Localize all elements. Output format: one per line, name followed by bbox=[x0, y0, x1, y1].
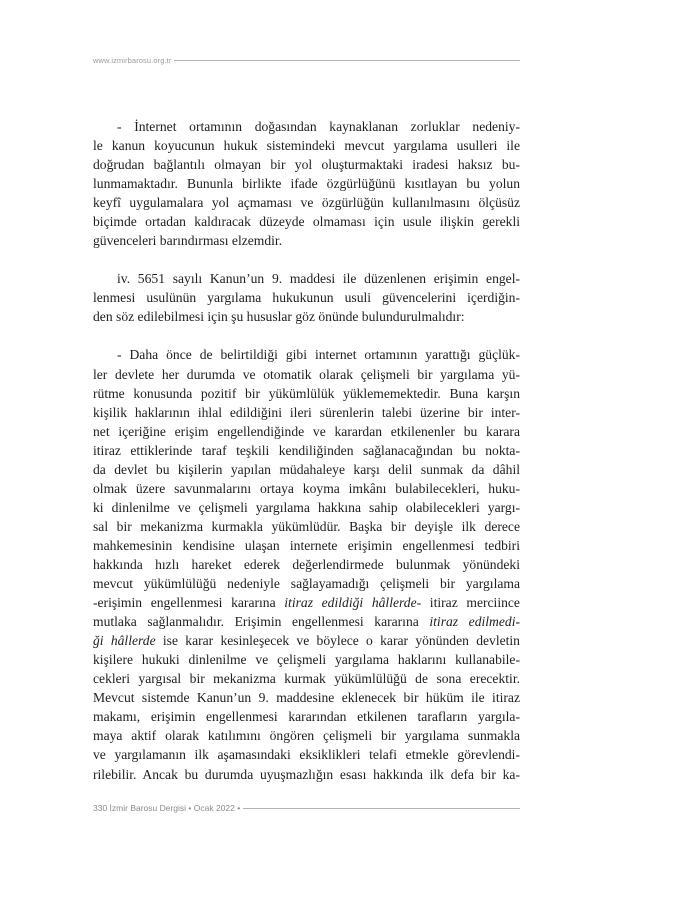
italic-phrase: itiraz edildiği hâllerde bbox=[284, 595, 417, 611]
text-line: itiraz ettiklerinde taraf teşkili kendiliğinden sağlanacağından bu nokta- bbox=[93, 442, 520, 458]
text-line: rilebilir. Ancak bu durumda uyuşmazlığın esası hakkında ilk defa bir ka- bbox=[93, 766, 520, 782]
page-header bbox=[93, 53, 520, 67]
text-line: ler devlete her durumda ve otomatik olarak çelişmeli bir yargılama yü- bbox=[93, 366, 520, 382]
paragraph-celismeli-yargilama bbox=[93, 345, 520, 783]
paragraph-gap bbox=[93, 250, 520, 269]
text-line: lenmesi usulünün yargılama hukukunun usuli güvencelerini içerdiğin- bbox=[93, 290, 520, 306]
text-line: biçimde ortadan kaldıracak düzeyde olmaması için usule ilişkin gerekli bbox=[93, 214, 520, 230]
text-line: lunmamaktadır. Bununla birlikte ifade özgürlüğünü kısıtlayan bu yolun bbox=[93, 176, 520, 192]
italic-phrase: ği hâllerde bbox=[93, 633, 156, 649]
text-line: ve yargılamanın ilk aşamasındaki eksiklikleri telafi etmekle görevlendi- bbox=[93, 747, 520, 763]
footer-page-info: 330 İzmir Barosu Dergisi • Ocak 2022 • bbox=[93, 803, 241, 813]
text-line: da devlet bu kişilerin yapılan müdahaleye karşı delil sunmak da dâhil bbox=[93, 461, 520, 477]
text-line: cekleri yargısal bir mekanizma kurmak yükümlülüğü de sona erecektir. bbox=[93, 671, 520, 687]
text-line: makamı, erişimin engellenmesi kararından etkilenen tarafların yargıla- bbox=[93, 709, 520, 725]
text-line: hakkında hızlı hareket ederek değerlendirmede bulunmak yönündeki bbox=[93, 556, 520, 572]
text-line: - İnternet ortamının doğasından kaynaklanan zorluklar nedeniy- bbox=[117, 119, 520, 134]
header-divider bbox=[174, 60, 520, 61]
body-text bbox=[93, 117, 520, 784]
text-line: Mevcut sistemde Kanun’un 9. maddesine eklenecek bir hüküm ile itiraz bbox=[93, 690, 520, 706]
text-line: doğrudan bağlantılı olmayan bir yol oluşturmaktaki iradesi haksız bu- bbox=[93, 157, 520, 173]
paragraph-internet-zorluklar bbox=[93, 117, 520, 250]
text-line: ği hâllerde ise karar kesinleşecek ve böylece o karar yönünden devletin bbox=[93, 633, 520, 649]
header-url: www.izmirbarosu.org.tr bbox=[93, 55, 172, 65]
text-line: mahkemesinin kendisine ulaşan internete erişimin engellenmesi tedbiri bbox=[93, 537, 520, 553]
text-line: mutlaka sağlanmalıdır. Erişimin engellenmesi kararına itiraz edilmedi- bbox=[93, 614, 520, 630]
italic-phrase: itiraz edilmedi- bbox=[429, 614, 520, 630]
text-line: le kanun koyucunun hukuk sistemindeki mevcut yargılama usulleri ile bbox=[93, 138, 520, 154]
text-line: rütme konusunda pozitif bir yükümlülük yüklememektedir. Buna karşın bbox=[93, 385, 520, 401]
text-line: kişilere hukuki dinlenilme ve çelişmeli yargılama haklarını kullanabile- bbox=[93, 652, 520, 668]
text-line: net içeriğine erişim engellendiğinde ve karardan etkilenenler bu karara bbox=[93, 423, 520, 439]
text-line: keyfî uygulamalara yol açmaması ve özgürlüğün kullanılmasını ölçüsüz bbox=[93, 195, 520, 211]
text-line: den söz edilebilmesi için şu hususlar göz önünde bulundurulmalıdır: bbox=[93, 309, 465, 325]
text-line: olmak üzere savunmalarını ortaya koyma imkânı bulabilecekleri, huku- bbox=[93, 480, 520, 496]
paragraph-iv bbox=[93, 269, 520, 326]
paragraph-gap bbox=[93, 326, 520, 345]
text-line: sal bir mekanizma kurmakla yükümlüdür. Başka bir deyişle ilk derece bbox=[93, 518, 520, 534]
footer-divider bbox=[243, 808, 520, 809]
text-line: mevcut yükümlülüğü nedeniyle sağlayamadığı çelişmeli bir yargılama bbox=[93, 576, 520, 592]
text-line: -erişimin engellenmesi kararına itiraz edildiği hâllerde- itiraz merciince bbox=[93, 595, 520, 611]
text-line: - Daha önce de belirtildiği gibi internet ortamının yarattığı güçlük- bbox=[117, 347, 520, 363]
text-line: maya aktif olarak katılımını öngören çelişmeli bir yargılama sunmakla bbox=[93, 728, 520, 744]
text-line: ki dinlenilme ve çelişmeli yargılama hakkına sahip olabilecekleri yargı- bbox=[93, 499, 520, 515]
text-line: iv. 5651 sayılı Kanun’un 9. maddesi ile düzenlenen erişimin engel- bbox=[117, 271, 520, 287]
text-line: kişilik haklarının ihlal edildiğini ileri sürenlerin talebi üzerine bir inter- bbox=[93, 404, 520, 420]
page-footer bbox=[93, 801, 520, 815]
text-line: güvenceleri barındırması elzemdir. bbox=[93, 233, 283, 249]
